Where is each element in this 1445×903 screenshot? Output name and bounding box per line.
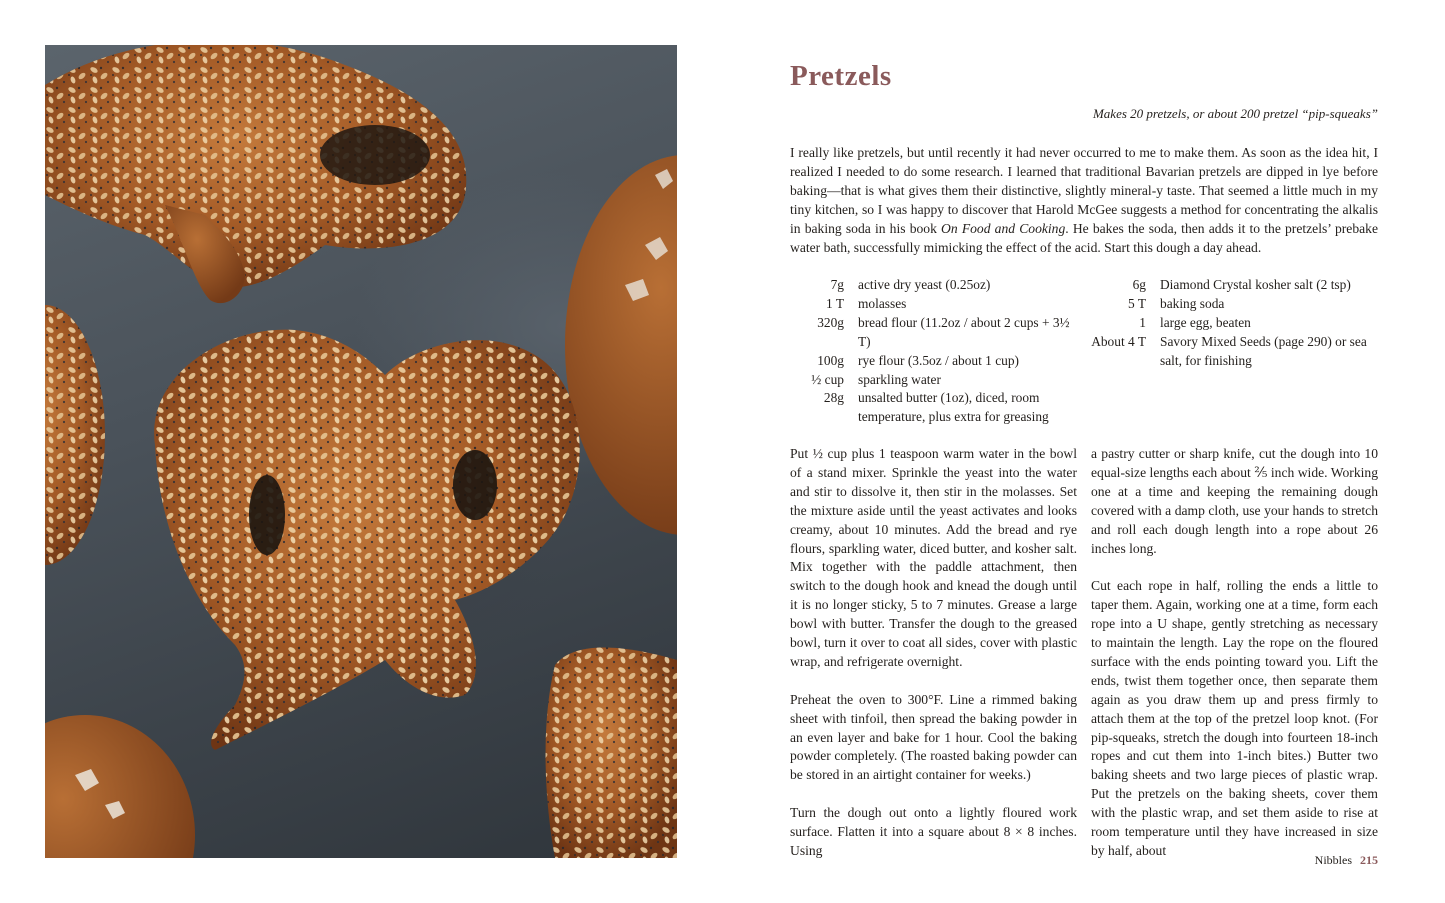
ingredient-name: active dry yeast (0.25oz) bbox=[858, 277, 991, 292]
recipe-yield: Makes 20 pretzels, or about 200 pretzel “pip-squeaks” bbox=[1092, 106, 1378, 121]
ingredient-row bbox=[1090, 295, 1380, 314]
ingredient-quantity: 1 T bbox=[826, 295, 844, 311]
ingredient-row bbox=[1090, 314, 1380, 333]
ingredient-name: molasses bbox=[858, 295, 907, 311]
ingredient-name: bread flour (11.2oz / about 2 cups + 3½ T) bbox=[858, 314, 1070, 349]
ingredient-row bbox=[790, 276, 1080, 295]
ingredient-row bbox=[1090, 276, 1380, 295]
ingredient-row bbox=[790, 314, 1080, 352]
method-paragraph: Cut each rope in half, rolling the ends a little to taper them. Again, working one at a time, form each rope into a U shape, gently stretching as necessary to maintain the length. Lay the rope on the floured surface with the ends pointing toward you. Lift the ends, twist them together once, then separate them again as you draw them up and press firmly to attach them at the top of the pretzel loop knot. (For pip-squeaks, stretch the dough into fourteen 18-inch ropes and cut them into 1-inch bites.) Butter two baking sheets and two large pieces of plastic wrap. Put the pretzels on the baking sheets, cover them with the plastic wrap, and set them aside to rise at room temperature until they have increased in size by half, about bbox=[1091, 578, 1378, 859]
ingredient-name: baking soda bbox=[1160, 295, 1225, 311]
pretzel-right-salted bbox=[565, 155, 677, 535]
pretzel-top bbox=[45, 45, 466, 303]
ingredient-quantity: ½ cup bbox=[811, 371, 844, 387]
method-paragraph: a pastry cutter or sharp knife, cut the dough into 10 equal-size lengths each about ⅖ inch wide. Working one at a time and keeping the remaining dough covered with a damp cloth, use your hands to stretch and roll each dough length into a rope about 26 inches long. bbox=[1091, 446, 1378, 556]
method-paragraph: Put ½ cup plus 1 teaspoon warm water in the bowl of a stand mixer. Sprinkle the yeast into the water and stir to dissolve it, then stir in the molasses. Set the mixture aside until the yeast activates and looks creamy, about 10 minutes. Add the bread and rye flours, sparkling water, diced butter, and kosher salt. Mix together with the paddle attachment, then switch to the dough hook and knead the dough until it is no longer sticky, 5 to 7 minutes. Grease a large bowl with butter. Transfer the dough to the greased bowl, turn it over to coat all sides, cover with plastic wrap, and refrigerate overnight. bbox=[790, 446, 1077, 669]
ingredient-name: unsalted butter (1oz), diced, room temperature, plus extra for greasing bbox=[858, 390, 1049, 425]
ingredient-name: Diamond Crystal kosher salt (2 tsp) bbox=[1160, 277, 1351, 292]
pretzel-center bbox=[154, 330, 580, 750]
recipe-title: Pretzels bbox=[790, 60, 892, 92]
ingredient-name: rye flour (3.5oz / about 1 cup) bbox=[858, 352, 1020, 368]
ingredient-row bbox=[790, 389, 1080, 427]
ingredient-row bbox=[790, 295, 1080, 314]
ingredient-quantity: 5 T bbox=[1128, 295, 1146, 311]
ingredient-quantity: 1 bbox=[1139, 314, 1146, 330]
ingredient-row bbox=[1090, 333, 1380, 371]
intro-text-1: I really like pretzels, but until recently it had never occurred to me to make them. As soon as the idea hit, I realized I needed to do some research. I learned that traditional Bavarian pretzels are dipped in lye before baking—that is what gives them their distinctive, slightly mineral-y taste. That seemed a little much in my tiny kitchen, so I was happy to discover that Harold McGee suggests a method for concentrating the alkalis in baking soda in his book bbox=[790, 145, 1378, 236]
ingredient-quantity: 6g bbox=[1132, 277, 1146, 292]
recipe-intro bbox=[790, 144, 1378, 257]
book-title: On Food and Cooking bbox=[941, 220, 1066, 236]
section-name: Nibbles bbox=[1314, 853, 1352, 867]
pretzel-photo bbox=[45, 45, 677, 858]
ingredient-row bbox=[790, 371, 1080, 390]
ingredients-list-left bbox=[790, 276, 1080, 427]
intro-text-2: . He bakes the soda, then adds it to the pretzels’ prebake water bath, successfully mimicking the effect of the acid. Start this dough a day ahead. bbox=[790, 220, 1378, 255]
ingredient-name: sparkling water bbox=[858, 371, 941, 387]
ingredient-quantity: About 4 T bbox=[1091, 333, 1146, 349]
ingredient-quantity: 100g bbox=[817, 352, 844, 368]
ingredient-quantity: 320g bbox=[817, 314, 844, 330]
pretzel-bottom-right bbox=[546, 648, 677, 859]
method-column-2 bbox=[1091, 445, 1378, 880]
page-footer bbox=[1315, 853, 1378, 868]
ingredient-name: Savory Mixed Seeds (page 290) or sea salt, for finishing bbox=[1160, 333, 1367, 368]
ingredient-row bbox=[790, 352, 1080, 371]
pretzel-left-middle bbox=[45, 305, 105, 565]
ingredient-quantity: 7g bbox=[830, 277, 844, 292]
pretzel-bottom-left bbox=[45, 715, 195, 858]
page-number: 215 bbox=[1360, 853, 1378, 867]
method-paragraph: Turn the dough out onto a lightly floured work surface. Flatten it into a square about 8 × 8 inches. Using bbox=[790, 805, 1077, 858]
method-paragraph: Preheat the oven to 300°F. Line a rimmed baking sheet with tinfoil, then spread the baking powder in an even layer and bake for 1 hour. Cool the baking powder completely. (The roasted baking powder can be stored in an airtight container for weeks.) bbox=[790, 691, 1077, 783]
ingredients-list-right bbox=[1090, 276, 1380, 371]
ingredient-quantity: 28g bbox=[823, 390, 844, 406]
method-column-1 bbox=[790, 445, 1077, 880]
ingredient-name: large egg, beaten bbox=[1160, 314, 1251, 330]
pretzel-illustration bbox=[45, 45, 677, 858]
